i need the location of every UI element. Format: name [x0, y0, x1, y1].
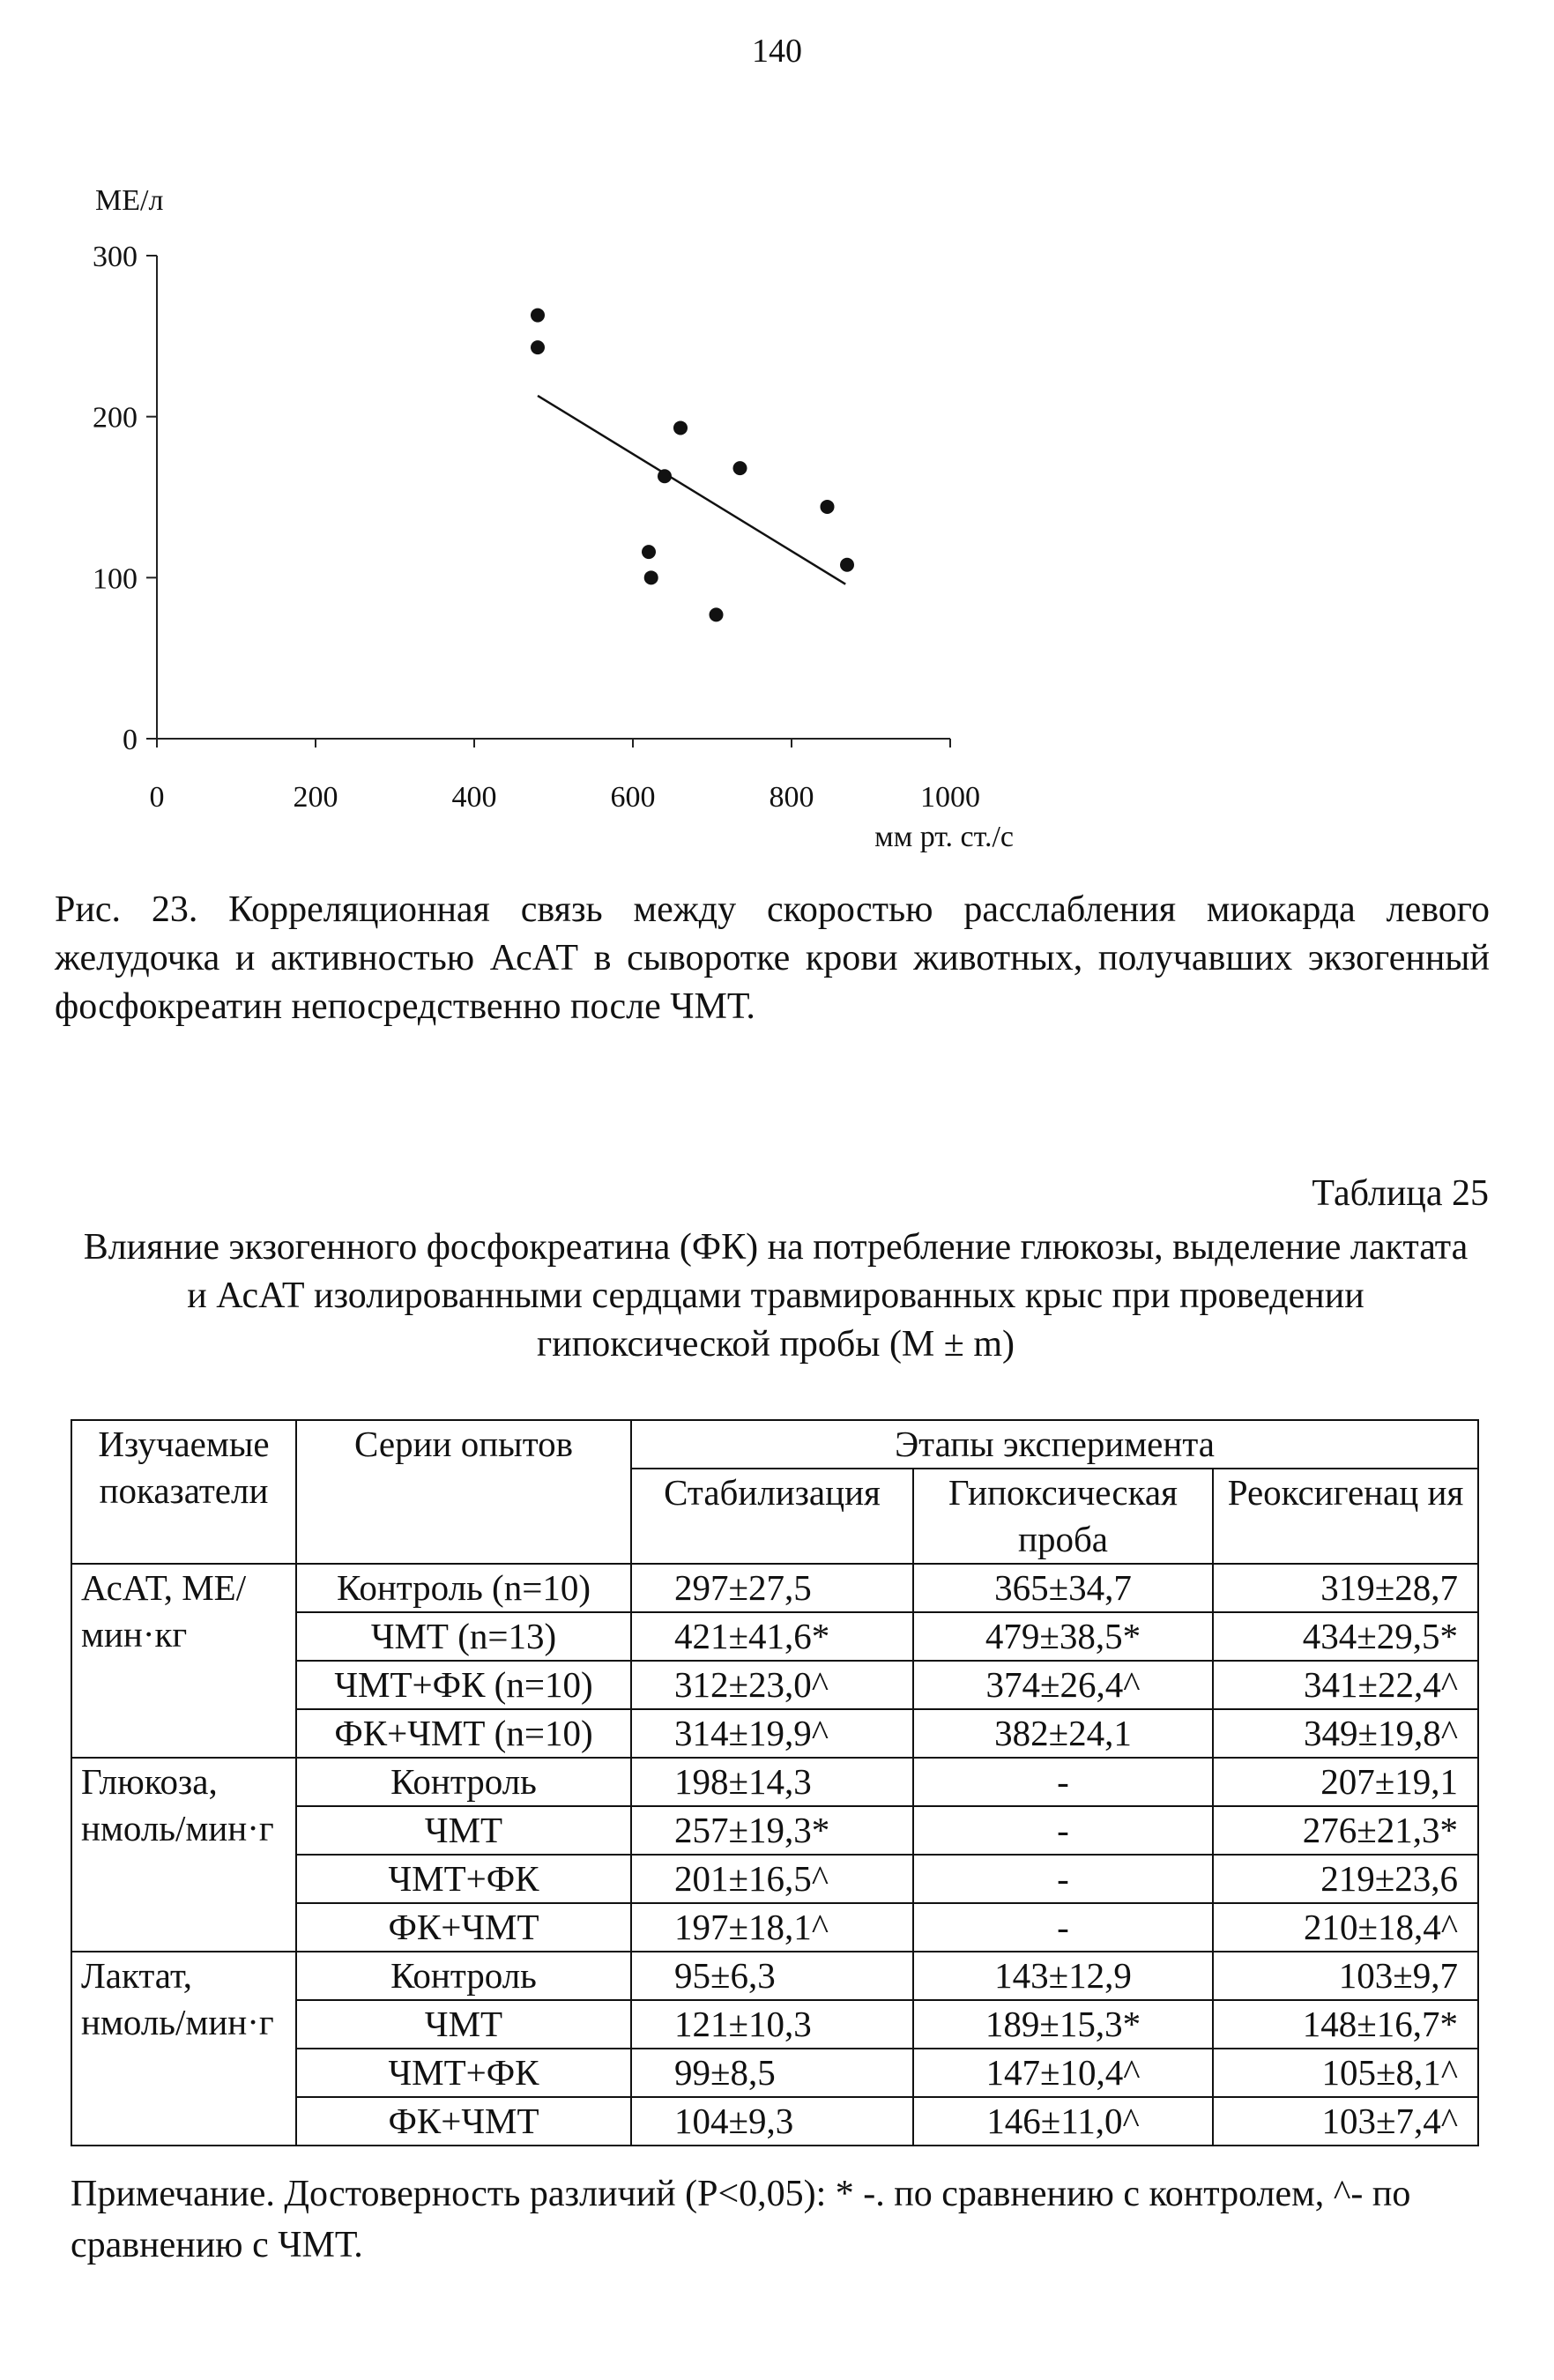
value-cell: 147±10,4^: [913, 2049, 1213, 2097]
x-tick-label: 800: [769, 781, 814, 814]
series-cell: Контроль: [296, 1758, 631, 1806]
data-point: [644, 570, 658, 584]
data-table: [71, 1419, 1479, 2146]
value-cell: 143±12,9: [913, 1952, 1213, 2000]
data-point: [642, 545, 656, 559]
value-cell: 219±23,6: [1213, 1855, 1478, 1903]
data-point: [840, 558, 854, 572]
table-row: [71, 1758, 1478, 1806]
value-cell: 198±14,3: [631, 1758, 913, 1806]
value-cell: 257±19,3*: [631, 1806, 913, 1855]
value-cell: 95±6,3: [631, 1952, 913, 2000]
value-cell: 297±27,5: [631, 1564, 913, 1612]
value-cell: 121±10,3: [631, 2000, 913, 2049]
value-cell: 382±24,1: [913, 1709, 1213, 1758]
scatter-chart: [0, 0, 1554, 881]
value-cell: 314±19,9^: [631, 1709, 913, 1758]
value-cell: 104±9,3: [631, 2097, 913, 2146]
value-cell: 146±11,0^: [913, 2097, 1213, 2146]
value-cell: 479±38,5*: [913, 1612, 1213, 1661]
value-cell: 201±16,5^: [631, 1855, 913, 1903]
series-cell: Контроль: [296, 1952, 631, 2000]
y-axis-label: МЕ/л: [95, 184, 164, 217]
series-cell: ФК+ЧМТ (n=10): [296, 1709, 631, 1758]
table-row: [71, 1952, 1478, 2000]
data-point: [821, 500, 835, 514]
value-cell: 103±9,7: [1213, 1952, 1478, 2000]
value-cell: 319±28,7: [1213, 1564, 1478, 1612]
x-tick-label: 0: [149, 781, 165, 814]
header-stage-reoxygenation: Реоксигенац ия: [1213, 1469, 1478, 1564]
value-cell: 374±26,4^: [913, 1661, 1213, 1709]
series-cell: ЧМТ (n=13): [296, 1612, 631, 1661]
series-cell: ФК+ЧМТ: [296, 1903, 631, 1952]
data-point: [673, 420, 688, 435]
indicator-cell: АсАТ, МЕ/мин·кг: [71, 1564, 296, 1758]
value-cell: 341±22,4^: [1213, 1661, 1478, 1709]
series-cell: ЧМТ+ФК: [296, 2049, 631, 2097]
data-point: [531, 309, 545, 323]
value-cell: 189±15,3*: [913, 2000, 1213, 2049]
table-title: Влияние экзогенного фосфокреатина (ФК) на потребление глюкозы, выделение лактата и АсАТ изолированными сердцами травмированных крыс при проведении гипоксической пробы (М ± m): [83, 1227, 1468, 1365]
value-cell: 210±18,4^: [1213, 1903, 1478, 1952]
series-cell: ЧМТ: [296, 1806, 631, 1855]
value-cell: 421±41,6*: [631, 1612, 913, 1661]
series-cell: ЧМТ: [296, 2000, 631, 2049]
x-axis-label: мм рт. ст./с: [874, 821, 1014, 853]
header-stage-stabilization: Стабилизация: [631, 1469, 913, 1564]
y-tick-label: 300: [93, 241, 138, 273]
value-cell: -: [913, 1855, 1213, 1903]
series-cell: Контроль (n=10): [296, 1564, 631, 1612]
figure-caption: [55, 886, 1490, 1031]
value-cell: 148±16,7*: [1213, 2000, 1478, 2049]
x-tick-label: 600: [610, 781, 656, 814]
figure-caption-text: Корреляционная связь между скоростью расслабления миокарда левого желудочка и активностью АсАТ в сыворотке крови животных, получавших экзогенный фосфокреатин непосредственно после ЧМТ.: [55, 889, 1490, 1027]
table-note: Примечание. Достоверность различий (Р<0,05): * -. по сравнению с контролем, ^- по сравнению с ЧМТ.: [71, 2174, 1411, 2265]
data-point: [733, 461, 747, 475]
y-tick-label: 200: [93, 401, 138, 435]
indicator-cell: Лактат, нмоль/мин·г: [71, 1952, 296, 2146]
value-cell: -: [913, 1806, 1213, 1855]
figure-label: Рис. 23.: [55, 889, 198, 930]
series-cell: ЧМТ+ФК (n=10): [296, 1661, 631, 1709]
value-cell: 276±21,3*: [1213, 1806, 1478, 1855]
value-cell: 349±19,8^: [1213, 1709, 1478, 1758]
trend-line: [538, 396, 845, 584]
indicator-cell: Глюкоза, нмоль/мин·г: [71, 1758, 296, 1952]
page-number: 140: [752, 33, 802, 70]
value-cell: 103±7,4^: [1213, 2097, 1478, 2146]
value-cell: 207±19,1: [1213, 1758, 1478, 1806]
header-series: Серии опытов: [296, 1420, 631, 1564]
data-point: [710, 607, 724, 621]
series-cell: ЧМТ+ФК: [296, 1855, 631, 1903]
y-tick-label: 0: [123, 724, 138, 756]
y-tick-label: 100: [93, 562, 138, 596]
table-number: Таблица 25: [1312, 1173, 1489, 1214]
value-cell: -: [913, 1903, 1213, 1952]
header-stages: Этапы эксперимента: [631, 1420, 1478, 1469]
value-cell: 365±34,7: [913, 1564, 1213, 1612]
table-row: [71, 1564, 1478, 1612]
x-tick-label: 200: [293, 781, 338, 814]
header-indicator: Изучаемые показатели: [71, 1420, 296, 1564]
value-cell: 197±18,1^: [631, 1903, 913, 1952]
value-cell: 434±29,5*: [1213, 1612, 1478, 1661]
header-stage-hypoxic: Гипоксическая проба: [913, 1469, 1213, 1564]
value-cell: 312±23,0^: [631, 1661, 913, 1709]
data-point: [531, 340, 545, 354]
value-cell: 105±8,1^: [1213, 2049, 1478, 2097]
x-tick-label: 1000: [920, 781, 980, 814]
data-point: [658, 469, 672, 483]
table-header-row: [71, 1420, 1478, 1469]
series-cell: ФК+ЧМТ: [296, 2097, 631, 2146]
x-tick-label: 400: [451, 781, 497, 814]
value-cell: -: [913, 1758, 1213, 1806]
value-cell: 99±8,5: [631, 2049, 913, 2097]
